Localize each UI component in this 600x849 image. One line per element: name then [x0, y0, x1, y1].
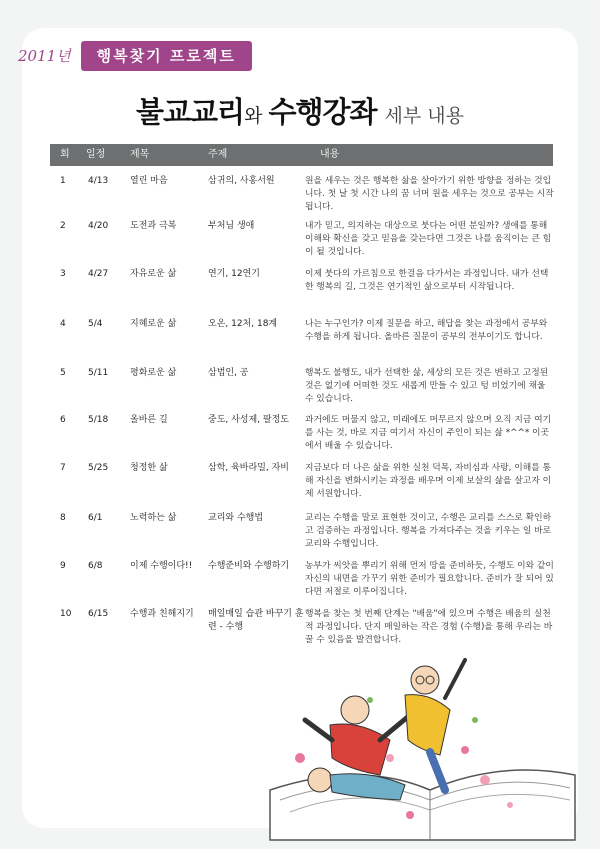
row-date: 4/27	[88, 269, 109, 279]
row-topic: 삼귀의, 사홍서원	[208, 176, 275, 186]
row-number: 7	[60, 463, 66, 473]
row-number: 9	[60, 561, 66, 571]
row-topic: 오온, 12처, 18계	[208, 319, 278, 329]
row-topic: 삼법인, 공	[208, 368, 249, 378]
row-topic: 교리와 수행법	[208, 513, 264, 523]
row-topic: 수행준비와 수행하기	[208, 561, 290, 571]
row-date: 4/13	[88, 176, 109, 186]
row-content: 이제 붓다의 가르침으로 한걸음 다가서는 과정입니다. 내가 선택한 행복의 길, 그것은 연기적인 삶으로부터 시작됩니다.	[305, 269, 549, 292]
row-content: 농부가 씨앗을 뿌리기 위해 먼저 땅을 준비하듯, 수행도 이와 같이 자신의 내면을 가꾸기 위한 준비가 필요합니다. 준비가 잘 되어 있다면 저절로 이루어집니다.	[305, 561, 554, 597]
row-content: 지금보다 더 나은 삶을 위한 실천 덕목, 자비심과 사랑, 이해를 통해 자신을 변화시키는 과정을 배우며 이제 보살의 삶을 살고자 이제 서원합니다.	[305, 463, 552, 499]
header-topic: 주제	[208, 149, 228, 160]
row-number: 3	[60, 269, 66, 279]
row-number: 6	[60, 415, 66, 425]
row-date: 5/4	[88, 319, 103, 329]
row-title: 올바른 길	[130, 415, 168, 425]
row-content: 교리는 수행을 말로 표현한 것이고, 수행은 교리를 스스로 확인하고 검증하는 과정입니다. 행복을 가져다주는 것을 키우는 일 바로 교리와 수행입니다.	[305, 513, 552, 549]
row-number: 2	[60, 221, 66, 231]
row-number: 1	[60, 176, 66, 186]
row-number: 4	[60, 319, 66, 329]
row-number: 5	[60, 368, 66, 378]
row-number: 8	[60, 513, 66, 523]
row-date: 5/11	[88, 368, 109, 378]
page-title	[0, 90, 600, 131]
row-content: 행복을 찾는 첫 번째 단계는 "배움"에 있으며 수행은 배움의 실천적 과정입니다. 단지 매일하는 작은 경험 (수행)을 통해 우리는 바꿀 수 있음을 발견합니다.	[305, 609, 553, 645]
row-title: 수행과 친해지기	[130, 609, 194, 619]
header-no: 회	[60, 149, 70, 160]
row-content: 나는 누구인가? 이제 질문을 하고, 해답을 찾는 과정에서 공부와 수행을 하게 됩니다. 올바른 질문이 공부의 전부이기도 합니다.	[305, 319, 548, 342]
row-title: 이제 수행이다!!	[130, 561, 193, 571]
row-date: 5/18	[88, 415, 109, 425]
row-topic: 중도, 사성제, 팔정도	[208, 415, 289, 425]
row-content: 과거에도 머물지 않고, 미래에도 머무르지 않으며 오직 지금 여기를 사는 것, 바로 지금 여기서 자신이 주인이 되는 삶 *^^* 이곳에서 배울 수 있습니다.	[305, 415, 552, 451]
header-content: 내용	[320, 149, 340, 160]
row-topic: 매일매일 습관 바꾸기 훈련 - 수행	[208, 609, 304, 632]
row-date: 6/8	[88, 561, 103, 571]
people-reading-book-illustration	[260, 640, 580, 845]
row-content: 원을 세우는 것은 행복한 삶을 살아가기 위한 방향을 정하는 것입니다. 첫 날 첫 시간 나의 꿈 너머 원을 세우는 것으로 공부는 시작됩니다.	[305, 176, 554, 212]
row-title: 열린 마음	[130, 176, 168, 186]
row-title: 청정한 삶	[130, 463, 168, 473]
row-title: 자유로운 삶	[130, 269, 177, 279]
row-content: 내가 믿고, 의지하는 대상으로 붓다는 어떤 분일까? 생애를 통해 이해와 확신을 갖고 믿음을 갖는다면 그것은 나를 움직이는 큰 힘이 될 것입니다.	[305, 221, 552, 257]
row-title: 지혜로운 삶	[130, 319, 177, 329]
banner-project-label: 행복찾기 프로젝트	[81, 41, 252, 71]
row-date: 6/15	[88, 609, 109, 619]
row-topic: 연기, 12연기	[208, 269, 260, 279]
row-number: 10	[60, 609, 72, 619]
banner-year: 2011년	[18, 47, 71, 65]
header-title: 제목	[130, 149, 150, 160]
title-part-doctrine: 불교교리	[136, 95, 245, 129]
row-date: 4/20	[88, 221, 109, 231]
row-topic: 삼학, 육바라밀, 자비	[208, 463, 289, 473]
row-topic: 부처님 생애	[208, 221, 255, 231]
title-part-details: 세부 내용	[384, 105, 464, 127]
row-date: 5/25	[88, 463, 109, 473]
row-title: 노력하는 삶	[130, 513, 177, 523]
row-date: 6/1	[88, 513, 103, 523]
title-part-practice: 수행강좌	[268, 95, 377, 129]
title-connector: 와	[244, 105, 269, 127]
table-header	[50, 144, 553, 166]
row-title: 도전과 극복	[130, 221, 177, 231]
row-title: 평화로운 삶	[130, 368, 177, 378]
row-content: 행복도 불행도, 내가 선택한 삶, 세상의 모든 것은 변하고 고정된 것은 없기에 어떠한 것도 새롭게 만들 수 있고 텅 비었기에 채울 수 있습니다.	[305, 368, 549, 404]
project-banner	[8, 41, 252, 71]
header-date: 일정	[86, 149, 106, 160]
